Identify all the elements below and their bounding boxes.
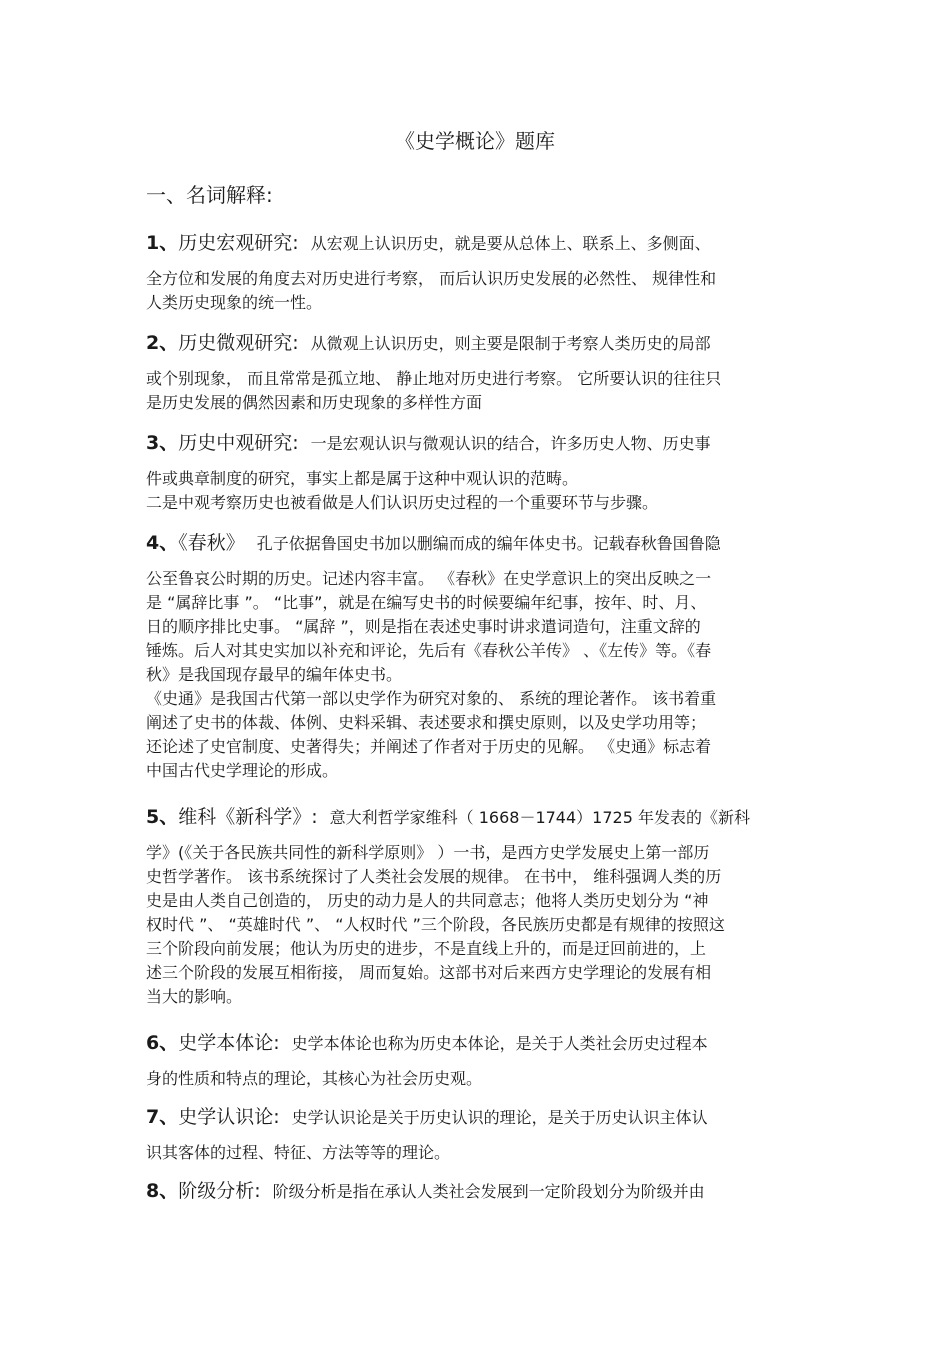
entry-first-line xyxy=(146,1104,811,1131)
entry-line: 史是由人类自己创造的， 历史的动力是人的共同意志；他将人类历史划分为 “神 xyxy=(146,891,709,910)
entry-text: 从微观上认识历史，则主要是限制于考察人类历史的局部 xyxy=(310,334,711,353)
entry-line: 学》(《关于各民族共同性的新科学原则》 ）一书，是西方史学发展史上第一部历 xyxy=(146,843,710,862)
entry-5 xyxy=(146,804,811,1009)
entry-number: 7、 xyxy=(146,1106,179,1128)
entry-line: 史哲学著作。 该书系统探讨了人类社会发展的规律。 在书中， 维科强调人类的历 xyxy=(146,867,722,886)
entry-number: 3、 xyxy=(146,432,179,454)
entry-line: 是 “属辞比事 ”。 “比事”，就是在编写史书的时候要编年纪事，按年、时、月、 xyxy=(146,593,707,612)
entry-text: 从宏观上认识历史，就是要从总体上、联系上、多侧面、 xyxy=(310,234,711,253)
entry-7 xyxy=(146,1104,811,1165)
entry-first-line xyxy=(146,530,811,557)
section-heading: 一、名词解释: xyxy=(146,183,273,207)
entry-line: 或个别现象， 而且常常是孤立地、 静止地对历史进行考察。 它所要认识的往往只 xyxy=(146,369,722,388)
entry-first-line xyxy=(146,430,811,457)
entry-8 xyxy=(146,1178,811,1215)
entry-text: 孔子依据鲁国史书加以删编而成的编年体史书。记载春秋鲁国鲁隐 xyxy=(256,534,721,553)
entry-text: 一是宏观认识与微观认识的结合，许多历史人物、历史事 xyxy=(310,434,711,453)
entry-first-line xyxy=(146,804,811,831)
entry-3 xyxy=(146,430,811,515)
entry-line: 二是中观考察历史也被看做是人们认识历史过程的一个重要环节与步骤。 xyxy=(146,493,659,512)
entry-text: 意大利哲学家维科（ 1668－1744）1725 年发表的《新科 xyxy=(329,808,750,827)
entry-6 xyxy=(146,1030,811,1091)
entry-term: 史学认识论: xyxy=(178,1106,280,1128)
entry-number: 6、 xyxy=(146,1032,179,1054)
entry-2 xyxy=(146,330,811,415)
entry-4 xyxy=(146,530,811,783)
entry-first-line xyxy=(146,330,811,357)
entry-line: 身的性质和特点的理论，其核心为社会历史观。 xyxy=(146,1069,483,1088)
entry-term: 阶级分析: xyxy=(178,1180,261,1202)
entry-text: 阶级分析是指在承认人类社会发展到一定阶段划分为阶级并由 xyxy=(272,1182,705,1201)
entry-line: 公至鲁哀公时期的历史。记述内容丰富。 《春秋》在史学意识上的突出反映之一 xyxy=(146,569,712,588)
entry-line: 《史通》是我国古代第一部以史学作为研究对象的、 系统的理论著作。 该书着重 xyxy=(146,689,717,708)
entry-line: 锤炼。后人对其史实加以补充和评论，先后有《春秋公羊传》 、《左传》等。《春 xyxy=(146,641,712,660)
entry-term: 维科《新科学》: xyxy=(178,806,318,828)
entry-first-line xyxy=(146,230,811,257)
entry-line: 权时代 ”、 “英雄时代 ”、 “人权时代 ”三个阶段，各民族历史都是有规律的按照这 xyxy=(146,915,725,934)
entry-number: 4、 xyxy=(146,532,179,554)
entry-term: 历史宏观研究: xyxy=(178,232,299,254)
entry-line: 阐述了史书的体裁、体例、史料采辑、表述要求和撰史原则，以及史学功用等； xyxy=(146,713,707,732)
entry-term: 历史微观研究: xyxy=(178,332,299,354)
entry-term: 历史中观研究: xyxy=(178,432,299,454)
entry-line: 人类历史现象的统一性。 xyxy=(146,293,323,312)
entry-first-line xyxy=(146,1030,811,1057)
entry-line: 述三个阶段的发展互相衔接， 周而复始。这部书对后来西方史学理论的发展有相 xyxy=(146,963,712,982)
entry-line: 全方位和发展的角度去对历史进行考察， 而后认识历史发展的必然性、 规律性和 xyxy=(146,269,717,288)
entry-term: 史学本体论: xyxy=(178,1032,280,1054)
entry-text: 史学本体论也称为历史本体论，是关于人类社会历史过程本 xyxy=(291,1034,708,1053)
entry-line: 中国古代史学理论的形成。 xyxy=(146,761,339,780)
entry-term: 《春秋》 xyxy=(178,532,245,554)
entry-number: 5、 xyxy=(146,806,179,828)
entry-1 xyxy=(146,230,811,315)
entry-line: 当大的影响。 xyxy=(146,987,243,1006)
entry-number: 8、 xyxy=(146,1180,179,1202)
entry-line: 是历史发展的偶然因素和历史现象的多样性方面 xyxy=(146,393,483,412)
entry-text: 史学认识论是关于历史认识的理论，是关于历史认识主体认 xyxy=(291,1108,708,1127)
entry-line: 秋》是我国现存最早的编年体史书。 xyxy=(146,665,403,684)
entry-number: 1、 xyxy=(146,232,179,254)
entry-line: 识其客体的过程、特征、方法等等的理论。 xyxy=(146,1143,451,1162)
entry-first-line xyxy=(146,1178,811,1205)
entry-line: 日的顺序排比史事。 “属辞 ”，则是指在表述史事时讲求遣词造句，注重文辞的 xyxy=(146,617,701,636)
entry-line: 还论述了史官制度、史著得失；并阐述了作者对于历史的见解。 《史通》标志着 xyxy=(146,737,712,756)
entry-number: 2、 xyxy=(146,332,179,354)
document-title: 《史学概论》题库 xyxy=(395,129,555,153)
entry-line: 三个阶段向前发展；他认为历史的进步，不是直线上升的，而是迂回前进的，上 xyxy=(146,939,707,958)
entry-line: 件或典章制度的研究，事实上都是属于这种中观认识的范畴。 xyxy=(146,469,579,488)
